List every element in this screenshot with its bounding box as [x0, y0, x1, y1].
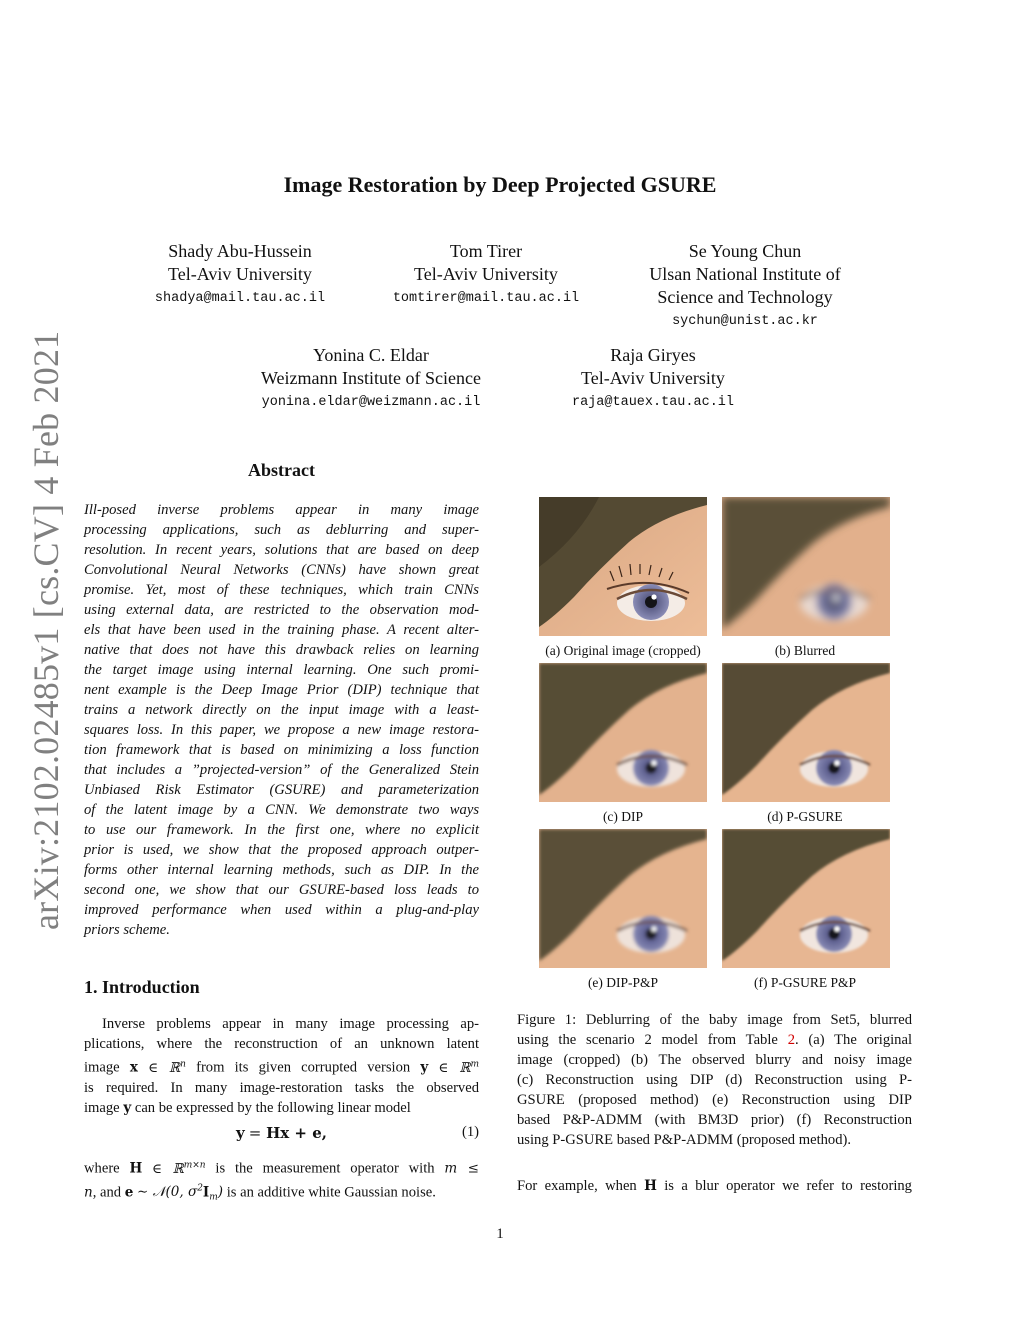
- author-email[interactable]: shadya@mail.tau.ac.il: [154, 291, 326, 306]
- caption-line: image (cropped) (b) The observed blurry and noisy image: [517, 1052, 912, 1068]
- abstract-line: that includes a ”projected-version” of the Generalized Stein: [84, 762, 479, 778]
- paper-title: Image Restoration by Deep Projected GSURE: [283, 172, 717, 197]
- figure-image-p-gsure-pnp: [722, 829, 890, 968]
- author-affiliation-cont: Science and Technology: [657, 287, 833, 307]
- figure-image-dip: [539, 663, 707, 802]
- abstract-line: Convolutional Neural Networks (CNNs) have shown great: [84, 562, 479, 578]
- equation-number: (1): [461, 1124, 479, 1140]
- subfigure-caption-c: (c) DIP: [602, 809, 644, 824]
- abstract-line: forms other internal learning methods, such as DIP. In the: [84, 862, 479, 878]
- abstract-line: Ill-posed inverse problems appear in many image: [84, 502, 479, 518]
- abstract-line: resolution. In recent years, solutions that are based on deep: [84, 542, 479, 558]
- subfigure-caption-b: (b) Blurred: [774, 643, 836, 658]
- equation-1: y = Hx + e, (1): [236, 1124, 479, 1142]
- author-email[interactable]: yonina.eldar@weizmann.ac.il: [261, 395, 481, 410]
- text-line: where H ∈ ℝ$^{m\times n}$ is the measurement operator with m ≤: [84, 1160, 479, 1177]
- equation-rhs: Hx + e,: [266, 1124, 327, 1142]
- caption-line: using P-GSURE based P&P-ADMM (proposed method).: [517, 1132, 852, 1148]
- caption-line: Figure 1: Deblurring of the baby image from Set5, blurred: [517, 1012, 912, 1028]
- right-column-text: [517, 1176, 912, 1196]
- abstract-line: trains a network directly on the input image with a least-: [84, 702, 479, 718]
- abstract-line: squares loss. In this paper, we propose a new image restora-: [84, 722, 479, 738]
- caption-line: GSURE (proposed method) (e) Reconstruction using DIP: [517, 1092, 912, 1108]
- figure-1-caption: [517, 1010, 912, 1150]
- subfigure-caption-f: (f) P-GSURE P&P: [753, 975, 856, 990]
- caption-line: using the scenario 2 model from Table 2. (a) The original: [517, 1032, 913, 1048]
- text-line: image y can be expressed by the following linear model: [84, 1099, 411, 1116]
- abstract-line: to use our framework. In the first one, where no explicit: [84, 822, 479, 838]
- abstract-line: native that does not have this drawback relies on learning: [84, 642, 479, 658]
- arxiv-sidebar-stamp: arXiv:2102.02485v1 [cs.CV] 4 Feb 2021: [26, 330, 66, 930]
- text-line: n, and e ∼ 𝒩(0, $\sigma^2I_m$) is an additive white Gaussian noise.: [84, 1183, 436, 1203]
- subfigure-caption-a: (a) Original image (cropped): [545, 643, 701, 658]
- author-affiliation: Tel-Aviv University: [414, 264, 558, 284]
- abstract-line: promise. Yet, most of these techniques, which train CNNs: [84, 582, 479, 598]
- author-name: Shady Abu-Hussein: [168, 241, 312, 261]
- text-line: is required. In many image-restoration tasks the observed: [84, 1079, 479, 1096]
- abstract-line: using external data, are restricted to the observation mod-: [84, 602, 479, 618]
- author-block-1: [140, 240, 340, 312]
- text-line: plications, where the reconstruction of an unknown latent: [84, 1036, 479, 1052]
- abstract-line: second one, we show that our GSURE-based loss leads to: [84, 882, 479, 898]
- figure-image-blurred: [722, 497, 890, 636]
- abstract-line: processing applications, such as deblurring and super-: [84, 522, 479, 538]
- abstract-line: prior is used, we show that the proposed approach outper-: [84, 842, 479, 858]
- author-block-3: [630, 240, 860, 335]
- intro-paragraph-1: [84, 1014, 479, 1118]
- caption-line: based P&P-ADMM (with BM3D prior) (f) Reconstruction: [517, 1112, 912, 1128]
- text-line: For example, when H is a blur operator we refer to restoring: [517, 1178, 912, 1194]
- intro-paragraph-2: [84, 1155, 479, 1208]
- author-email[interactable]: raja@tauex.tau.ac.il: [571, 395, 735, 410]
- author-affiliation: Weizmann Institute of Science: [261, 368, 481, 388]
- author-name: Raja Giryes: [610, 345, 696, 365]
- author-email[interactable]: sychun@unist.ac.kr: [672, 314, 818, 329]
- author-affiliation: Ulsan National Institute of: [649, 264, 841, 284]
- author-affiliation: Tel-Aviv University: [581, 368, 725, 388]
- equation-lhs: y: [236, 1124, 245, 1142]
- author-name: Se Young Chun: [688, 241, 802, 261]
- abstract-line: Unbiased Risk Estimator (GSURE) and parameterization: [84, 782, 479, 798]
- text-line: image x ∈ ℝ$^n$ from its given corrupted version y ∈ ℝ$^m$: [84, 1059, 479, 1076]
- abstract-line: tion framework that is based on minimizing a loss function: [84, 742, 479, 758]
- author-affiliation: Tel-Aviv University: [168, 264, 312, 284]
- figure-image-dip-pnp: [539, 829, 707, 968]
- abstract-line: nent example is the Deep Image Prior (DIP) technique that: [84, 682, 479, 698]
- abstract-line: priors scheme.: [84, 922, 170, 938]
- author-block-5: [555, 344, 751, 416]
- abstract-body: [84, 500, 479, 940]
- subfigure-caption-e: (e) DIP-P&P: [587, 975, 659, 990]
- abstract-line: of the latent image by a CNN. We demonstrate two ways: [84, 802, 479, 818]
- abstract-line: improved performance when used within a plug-and-play: [84, 902, 479, 918]
- abstract-heading: Abstract: [248, 460, 315, 480]
- figure-image-p-gsure: [722, 663, 890, 802]
- text-line: Inverse problems appear in many image processing ap-: [102, 1016, 479, 1032]
- section-heading-introduction: 1. Introduction: [84, 977, 200, 997]
- author-block-2: [380, 240, 592, 312]
- page-number: 1: [496, 1226, 504, 1242]
- author-email[interactable]: tomtirer@mail.tau.ac.il: [392, 291, 580, 306]
- abstract-line: the target image using internal learning. One such promi-: [84, 662, 479, 678]
- author-name: Tom Tirer: [449, 241, 523, 261]
- subfigure-caption-d: (d) P-GSURE: [767, 809, 843, 824]
- abstract-line: els that have been used in the training phase. A recent alter-: [84, 622, 479, 638]
- author-block-4: [240, 344, 502, 416]
- caption-line: (c) Reconstruction using DIP (d) Reconstruction using P-: [517, 1072, 912, 1088]
- table-reference-link[interactable]: 2: [787, 1032, 795, 1048]
- figure-image-original: [539, 497, 707, 636]
- author-name: Yonina C. Eldar: [313, 345, 429, 365]
